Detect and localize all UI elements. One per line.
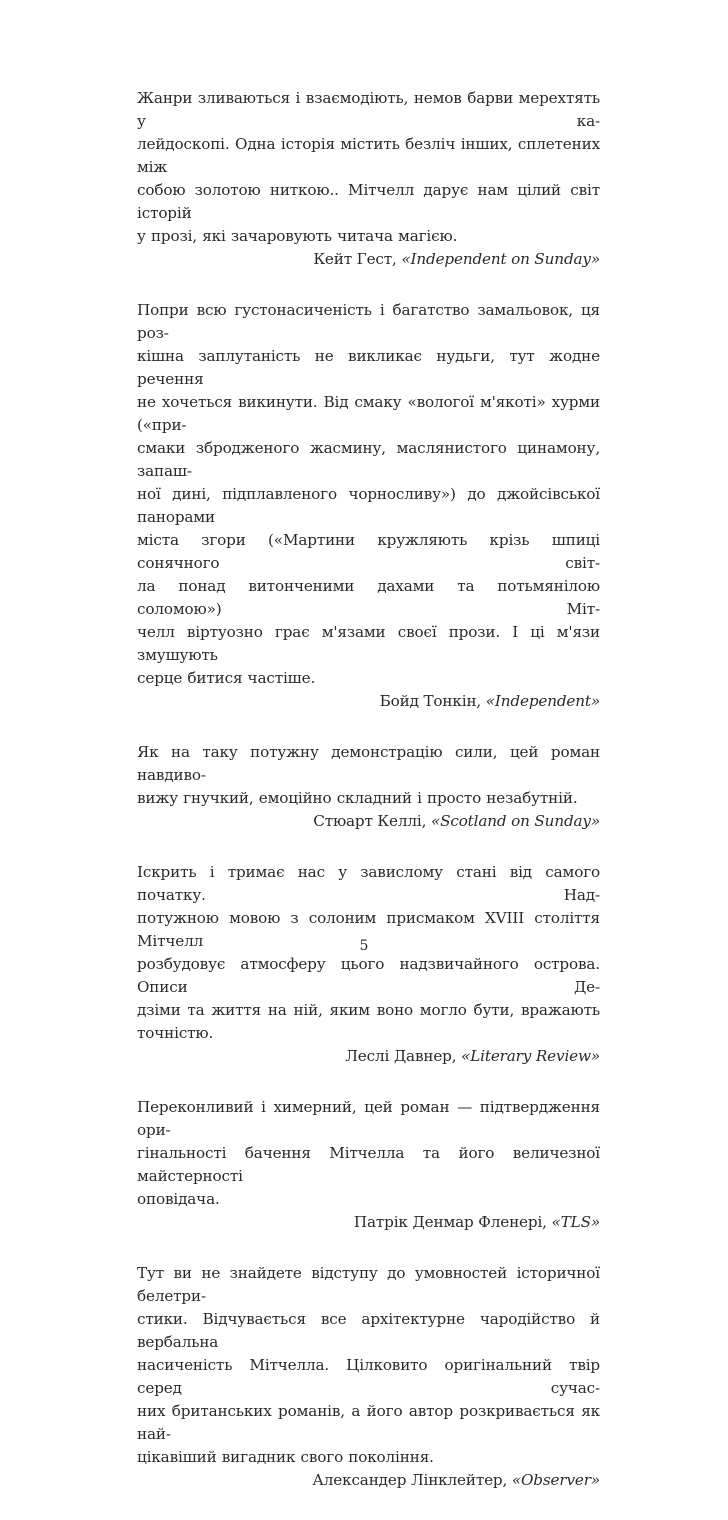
review-quote (137, 1096, 600, 1211)
quote-line: Тут ви не знайдете відступу до умовностей історичної белетри- (137, 1264, 600, 1305)
quote-line: насиченість Мітчелла. Цілковито оригінальний твір серед сучас- (137, 1356, 600, 1397)
quote-line: них британських романів, а його автор розкривається як най- (137, 1402, 600, 1443)
review-quote (137, 1262, 600, 1469)
review-block (137, 1262, 600, 1492)
review-author: Патрік Денмар Фленері, (353, 1213, 552, 1231)
review-attribution (137, 1469, 600, 1492)
quote-line: міста згори («Мартини кружляють крізь шпиці сонячного світ- (137, 531, 600, 572)
quote-line: лейдоскопі. Одна історія містить безліч інших, сплетених між (137, 135, 600, 176)
quote-line: ної дині, підплавленого чорносливу») до джойсівської панорами (137, 485, 600, 526)
review-author: Стюарт Келлі, (313, 812, 431, 830)
review-attribution (137, 810, 600, 833)
review-author: Кейт Гест, (313, 250, 402, 268)
review-attribution (137, 1211, 600, 1234)
review-source: «TLS» (551, 1213, 600, 1231)
review-author: Бойд Тонкін, (379, 692, 486, 710)
review-attribution (137, 248, 600, 271)
review-block (137, 861, 600, 1068)
quote-line: дзіми та життя на ній, яким воно могло бути, вражають точністю. (137, 1001, 600, 1042)
quote-line: розбудовує атмосферу цього надзвичайного острова. Описи Де- (137, 955, 600, 996)
review-source: «Literary Review» (461, 1047, 600, 1065)
reviews-page (137, 87, 600, 1520)
quote-line: цікавіший вигадник свого покоління. (137, 1448, 434, 1466)
review-block (137, 299, 600, 713)
quote-line: Переконливий і химерний, цей роман — підтвердження ори- (137, 1098, 600, 1139)
quote-line: Іскрить і тримає нас у завислому стані від самого початку. Над- (137, 863, 600, 904)
quote-line: Як на таку потужну демонстрацію сили, цей роман навдиво- (137, 743, 600, 784)
review-author: Александер Лінклейтер, (312, 1471, 512, 1489)
review-block (137, 87, 600, 271)
quote-line: вижу гнучкий, емоційно складний і просто незабутній. (137, 789, 578, 807)
quote-line: Попри всю густонасиченість і багатство замальовок, ця роз- (137, 301, 600, 342)
quote-line: серце битися частіше. (137, 669, 316, 687)
quote-line: гінальності бачення Мітчелла та його величезної майстерності (137, 1144, 600, 1185)
review-author: Леслі Давнер, (345, 1047, 462, 1065)
review-source: «Scotland on Sunday» (430, 812, 600, 830)
quote-line: челл віртуозно грає м'язами своєї прози. І ці м'язи змушують (137, 623, 600, 664)
quote-line: у прозі, які зачаровують читача магією. (137, 227, 458, 245)
quote-line: ла понад витонченими дахами та потьмянілою соломою») Міт- (137, 577, 600, 618)
quote-line: стики. Відчувається все архітектурне чародійство й вербальна (137, 1310, 600, 1351)
page-number: 5 (359, 938, 369, 954)
quote-line: собою золотою ниткою.. Мітчелл дарує нам цілий світ історій (137, 181, 600, 222)
review-source: «Independent on Sunday» (401, 250, 600, 268)
review-attribution (137, 690, 600, 713)
quote-line: не хочеться викинути. Від смаку «вологої м'якоті» хурми («при- (137, 393, 600, 434)
quote-line: Жанри зливаються і взаємодіють, немов барви мерехтять у ка- (137, 89, 600, 130)
quote-line: потужною мовою з солоним присмаком XVIII століття Мітчелл (137, 909, 600, 950)
review-attribution (137, 1045, 600, 1068)
review-quote (137, 299, 600, 690)
quote-line: оповідача. (137, 1190, 220, 1208)
quote-line: кішна заплутаність не викликає нудьги, тут жодне речення (137, 347, 600, 388)
review-quote (137, 87, 600, 248)
review-source: «Independent» (485, 692, 600, 710)
review-block (137, 1096, 600, 1234)
review-quote (137, 741, 600, 810)
review-block (137, 741, 600, 833)
review-source: «Observer» (511, 1471, 600, 1489)
quote-line: смаки збродженого жасмину, маслянистого цинамону, запаш- (137, 439, 600, 480)
